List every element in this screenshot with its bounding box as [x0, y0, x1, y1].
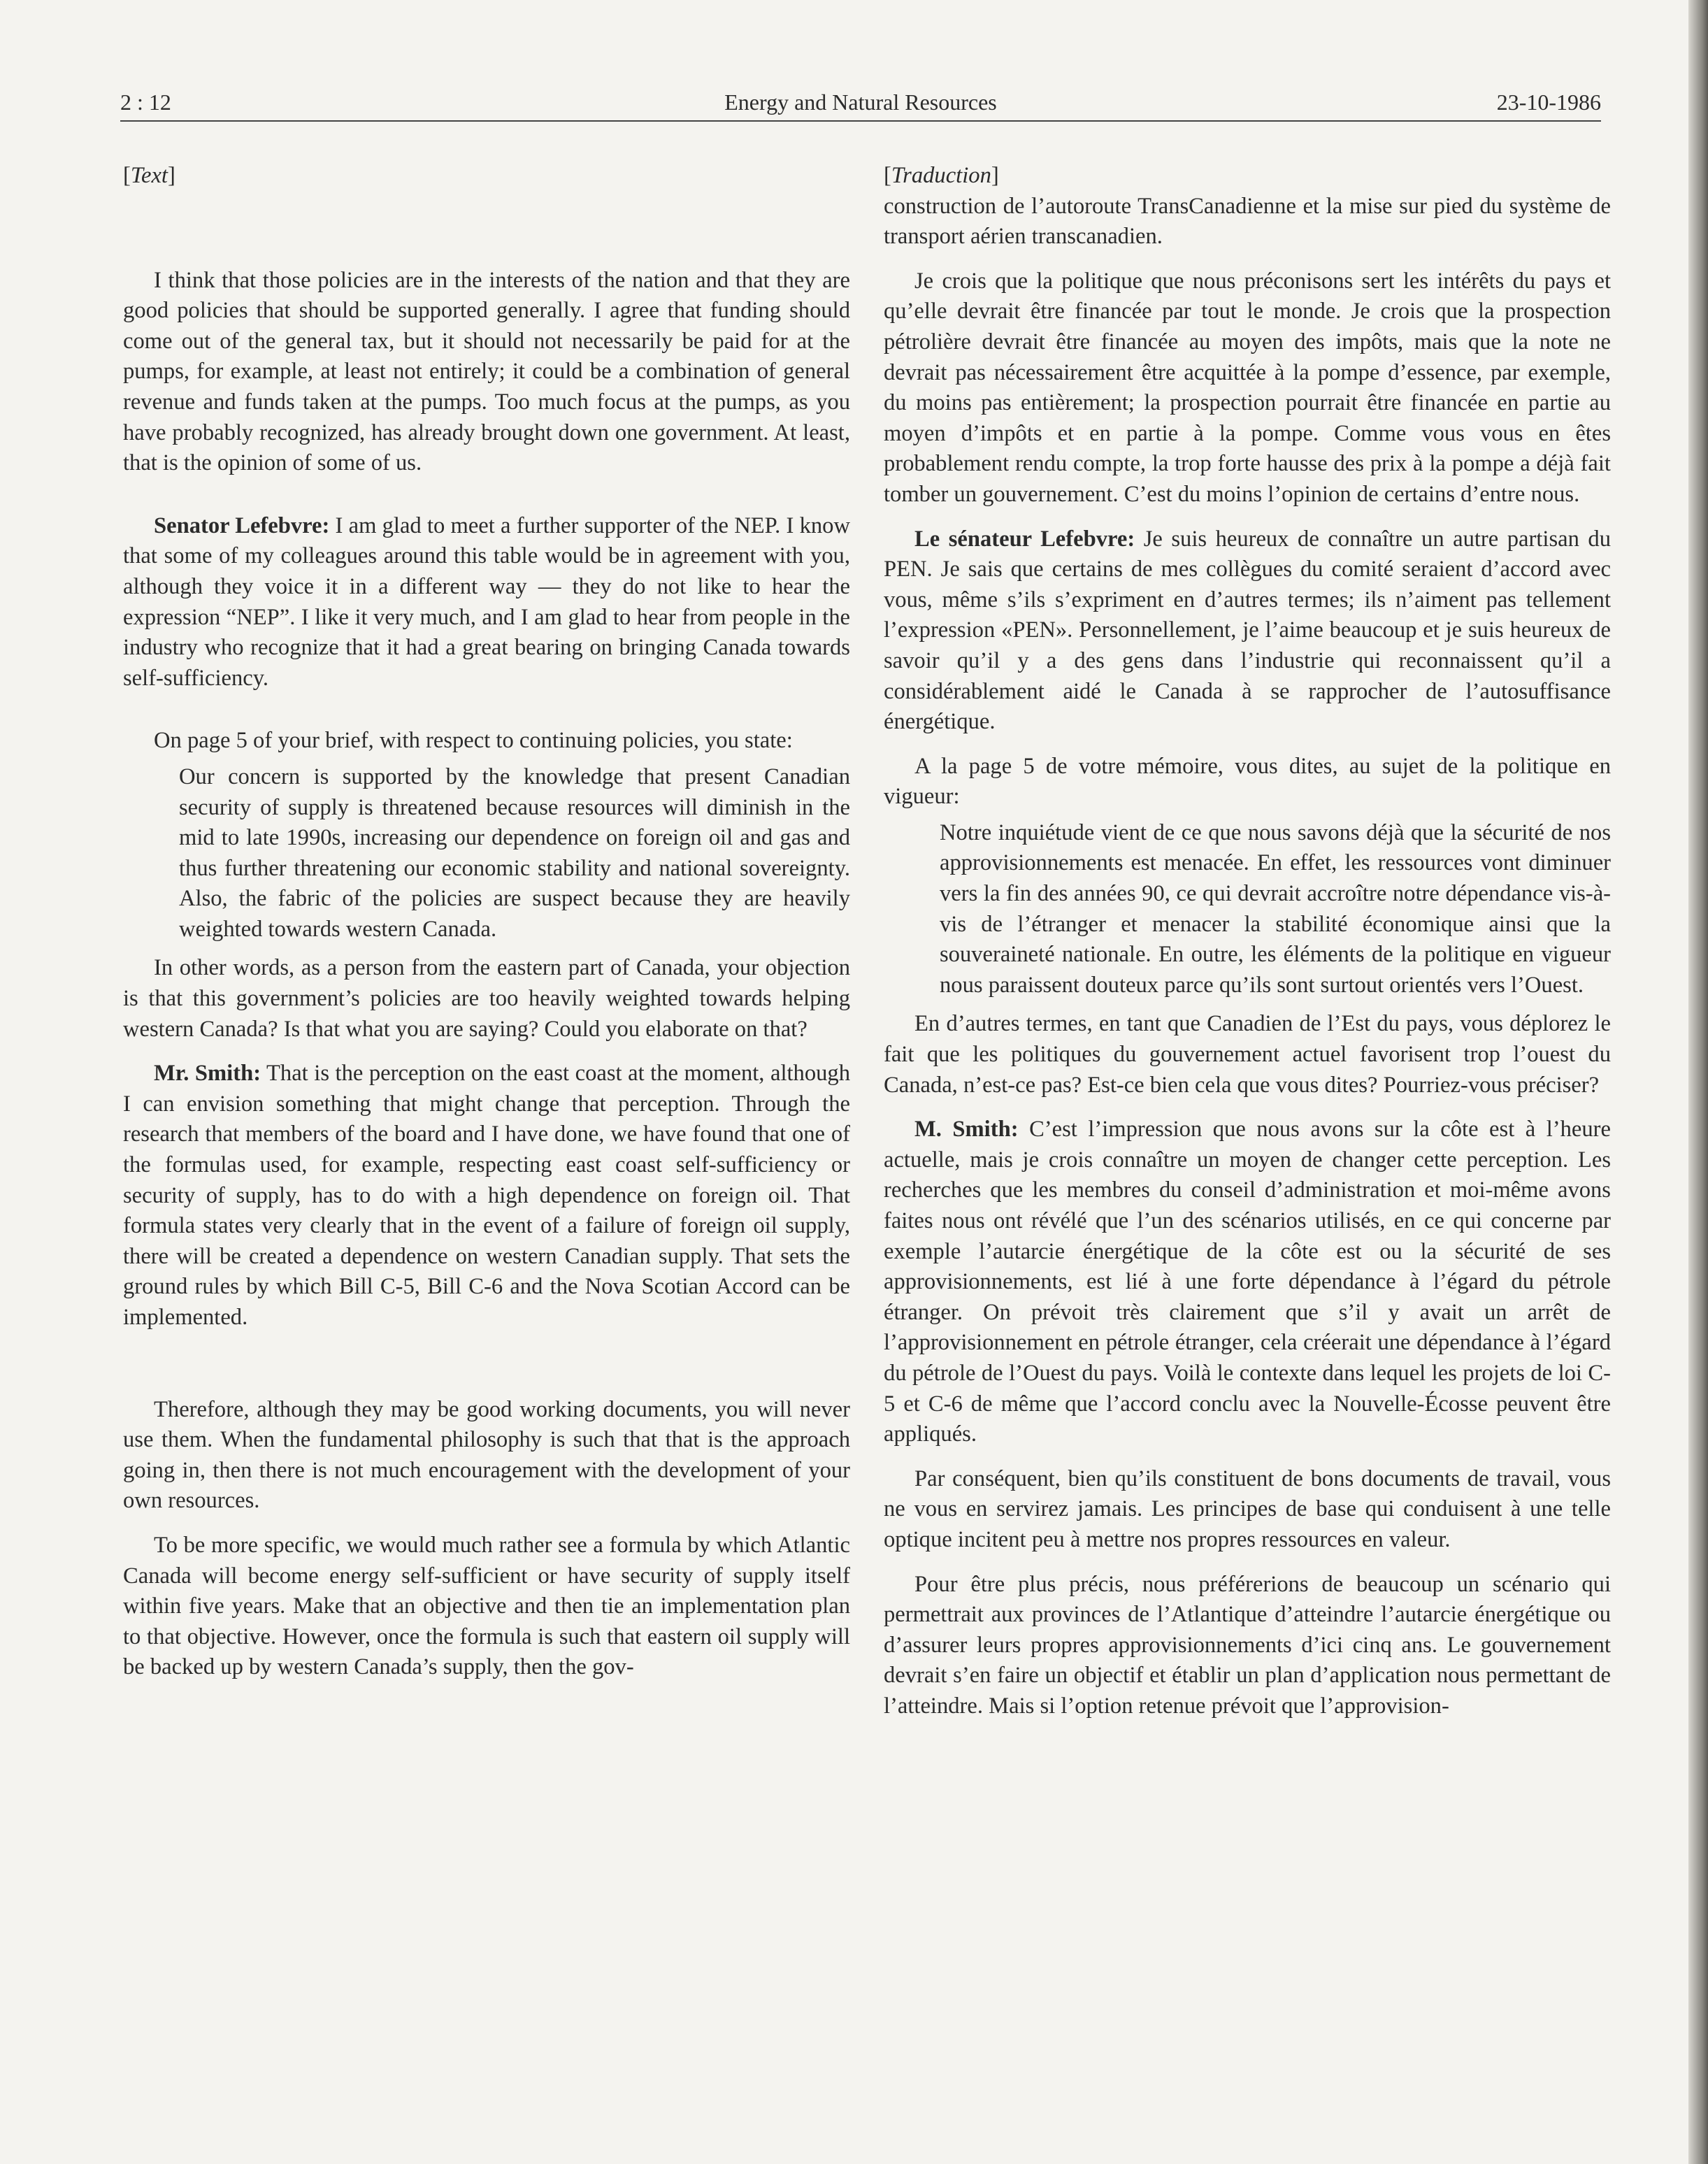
paragraph-par-consequent: Par conséquent, bien qu’ils constituent de bons documents de travail, vous ne vous en servirez jamais. Les principes de base qui conduisent à une telle optique incitent peu à mettre nos propres ressources en valeur. — [884, 1466, 1611, 1552]
speaker-name: Le sénateur Lefebvre: — [914, 526, 1135, 552]
paragraph-therefore: Therefore, although they may be good working documents, you will never use them. When the fundamental philosophy is such that that is the approach going in, then there is not much encouragement with the development of your own resources. — [123, 1396, 850, 1514]
paragraph-mr-smith: Mr. Smith: That is the perception on the east coast at the moment, although I can envision something that might change that perception. Through the research that members of the board and I have done, we have found that one of the formulas used, for example, respecting east coast self-sufficiency or security of supply, has to do with a high dependence on foreign oil. That formula states very clearly that in the event of a failure of foreign oil supply, there will be created a dependence on western Canadian supply. That sets the ground rules by which Bill C-5, Bill C-6 and the Nova Scotian Accord can be implemented. — [123, 1061, 850, 1330]
speaker-name: Senator Lefebvre: — [154, 513, 330, 538]
paragraph-page-5-fr: A la page 5 de votre mémoire, vous dites, au sujet de la politique en vigueur: — [884, 753, 1611, 810]
paragraph-continuation: construction de l’autoroute TransCanadienne et la mise sur pied du système de transport aérien transcanadien. — [884, 193, 1611, 250]
page-edge-shadow — [1688, 0, 1708, 2164]
speaker-name: M. Smith: — [914, 1117, 1019, 1142]
english-column — [123, 161, 850, 1697]
paragraph-plus-precis: Pour être plus précis, nous préférerions de beaucoup un scénario qui permettrait aux provinces de l’Atlantique d’atteindre l’autarcie énergétique ou d’assurer leurs propres approvisionnements d’ici cinq ans. Le gouvernement devrait s’en faire un objectif et établir un plan d’application nous permettant de l’atteindre. Mais si l’option retenue prévoit que l’approvision- — [884, 1571, 1611, 1719]
paragraph-policies: I think that those policies are in the interests of the nation and that they are good policies that should be supported generally. I agree that funding should come out of the general tax, but it should not necessarily be paid for at the pumps, for example, at least not entirely; it could be a combination of general revenue and funds taken at the pumps. Too much focus at the pumps, as you have probably recognized, has already brought down one government. At least, that is the opinion of some of us. — [123, 267, 850, 476]
paragraph-m-smith: M. Smith: C’est l’impression que nous avons sur la côte est à l’heure actuelle, mais je crois connaître un moyen de changer cette perception. Les recherches que les membres du conseil d’administration et moi-même avons faites nous ont révélé que l’un des scénarios utilisés, en ce qui concerne par exemple l’autarcie énergétique de la côte est ou la sécurité de ses approvisionnements, est lié à une forte dépendance à l’égard du pétrole étranger. On prévoit très clairement que s’il y avait un arrêt de l’approvisionnement en pétrole étranger, cela créerait une dépendance à l’égard du pétrole de l’Ouest du pays. Voilà le contexte dans lequel les projets de loi C-5 et C-6 de même que l’accord conclu avec la Nouvelle-Écosse peuvent être appliqués. — [884, 1117, 1611, 1447]
french-column — [884, 161, 1611, 1736]
section-label-text: [Text] — [123, 163, 175, 188]
paragraph-page-5: On page 5 of your brief, with respect to continuing policies, you state: — [154, 728, 793, 754]
paragraph-senator-lefebvre: Senator Lefebvre: I am glad to meet a further supporter of the NEP. I know that some of my colleagues around this table would be in agreement with you, although they voice it in a different way — they do not like to hear the expression “NEP”. I like it very much, and I am glad to hear from people in the industry who recognize that it had a great bearing on bringing Canada towards self-sufficiency. — [123, 513, 850, 691]
page-header — [120, 85, 1601, 122]
page-number: 2 : 12 — [120, 89, 171, 115]
running-title: Energy and Natural Resources — [724, 89, 997, 115]
header-date: 23-10-1986 — [1496, 89, 1601, 115]
paragraph-senateur-lefebvre: Le sénateur Lefebvre: Je suis heureux de connaître un autre partisan du PEN. Je sais que certains de mes collègues du comité seraient d’accord avec vous, même s’ils s’expriment en d’autres termes; ils n’aiment pas tellement l’expression «PEN». Personnellement, je l’aime beaucoup et je suis heureux de savoir qu’il y a des gens dans l’industrie qui reconnaissent qu’il a considérablement aidé le Canada à se rapprocher de l’autosuffisance énergétique. — [884, 526, 1611, 735]
speaker-name: Mr. Smith: — [154, 1061, 261, 1087]
paragraph-in-other-words: In other words, as a person from the eastern part of Canada, your objection is that this government’s policies are too heavily weighted towards helping western Canada? Is that what you are saying? Could you elaborate on that? — [123, 955, 850, 1042]
block-quote: Our concern is supported by the knowledge that present Canadian security of supply is threatened because resources will diminish in the mid to late 1990s, increasing our dependence on foreign oil and gas and thus further threatening our economic stability and national sovereignty. Also, the fabric of the policies are suspect because they are heavily weighted towards western Canada. — [179, 764, 850, 942]
paragraph-politique: Je crois que la politique que nous préconisons sert les intérêts du pays et qu’elle devrait être financée par tout le monde. Je crois que la prospection pétrolière devrait être financée au moyen des impôts, mais que la note ne devrait pas nécessairement être acquittée à la pompe d’essence, par exemple, du moins pas entièrement; la prospection pourrait être financée en partie au moyen d’impôts et en partie à la pompe. Comme vous vous en êtes probablement rendu compte, la trop forte hausse des prix à la pompe a déjà fait tomber un gouvernement. C’est du moins l’opinion de certains d’entre nous. — [884, 268, 1611, 507]
section-label-traduction: [Traduction] — [884, 163, 999, 188]
paragraph-more-specific: To be more specific, we would much rather see a formula by which Atlantic Canada will become energy self-sufficient or have security of supply itself within five years. Make that an objective and then tie an implementation plan to that objective. However, once the formula is such that eastern oil supply will be backed up by western Canada’s supply, then the gov- — [123, 1532, 850, 1680]
block-quote-fr: Notre inquiétude vient de ce que nous savons déjà que la sécurité de nos approvisionnements est menacée. En effet, les ressources vont diminuer vers la fin des années 90, ce qui devrait accroître notre dépendance vis-à-vis de l’étranger et menacer la stabilité économique ainsi que la souveraineté nationale. En outre, les éléments de la politique en vigueur nous paraissent douteux parce qu’ils sont surtout orientés vers l’Ouest. — [940, 819, 1611, 998]
paragraph-autres-termes: En d’autres termes, en tant que Canadien de l’Est du pays, vous déplorez le fait que les politiques du gouvernement actuel favorisent trop l’ouest du Canada, n’est-ce pas? Est-ce bien cela que vous dites? Pourriez-vous préciser? — [884, 1011, 1611, 1098]
